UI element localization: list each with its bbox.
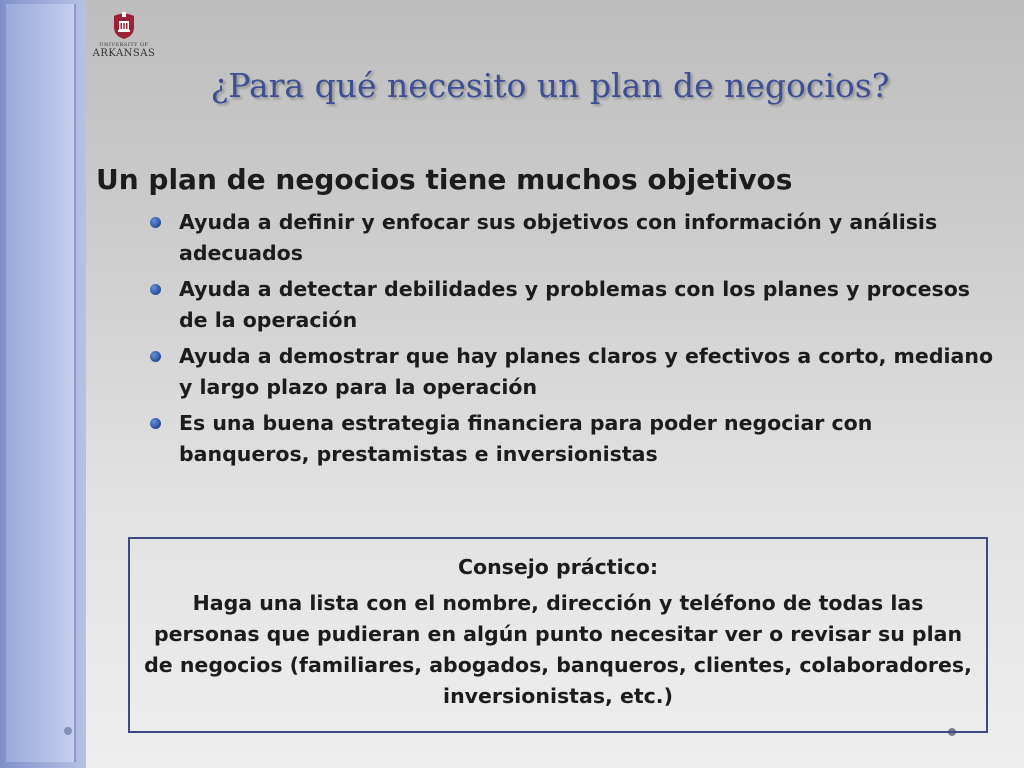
logo-small-text: UNIVERSITY OF bbox=[99, 42, 149, 48]
bullet-item bbox=[150, 207, 1000, 269]
old-main-seal-icon bbox=[111, 10, 137, 40]
logo-wordmark: ARKANSAS bbox=[92, 48, 156, 59]
bullet-item bbox=[150, 408, 1000, 470]
bullet-text: Es una buena estrategia financiera para poder negociar con banqueros, prestamistas e inversionistas bbox=[179, 411, 873, 466]
slide-subtitle: Un plan de negocios tiene muchos objetivos bbox=[96, 163, 793, 196]
university-logo bbox=[92, 10, 156, 66]
bullet-list bbox=[150, 207, 1000, 475]
tip-title: Consejo práctico: bbox=[457, 555, 659, 579]
left-bar-inner-panel bbox=[6, 4, 76, 762]
bullet-icon bbox=[150, 217, 161, 228]
tip-body: Haga una lista con el nombre, dirección y teléfono de todas las personas que pudieran en algún punto necesitar ver o revisar su plan de negocios (familiares, abogados, banqueros, clientes, colaboradores, inversionistas, etc.) bbox=[144, 591, 972, 708]
tip-box bbox=[128, 537, 988, 733]
bullet-text: Ayuda a demostrar que hay planes claros y efectivos a corto, mediano y largo plazo para la operación bbox=[179, 344, 994, 399]
bullet-item bbox=[150, 341, 1000, 403]
decorative-dot-left bbox=[64, 727, 72, 735]
left-decorative-bar bbox=[0, 0, 86, 768]
bullet-text: Ayuda a definir y enfocar sus objetivos con información y análisis adecuados bbox=[179, 210, 938, 265]
slide-title: ¿Para qué necesito un plan de negocios? bbox=[210, 66, 890, 105]
bullet-icon bbox=[150, 284, 161, 295]
bullet-icon bbox=[150, 351, 161, 362]
bullet-icon bbox=[150, 418, 161, 429]
bullet-text: Ayuda a detectar debilidades y problemas con los planes y procesos de la operación bbox=[179, 277, 970, 332]
bullet-item bbox=[150, 274, 1000, 336]
